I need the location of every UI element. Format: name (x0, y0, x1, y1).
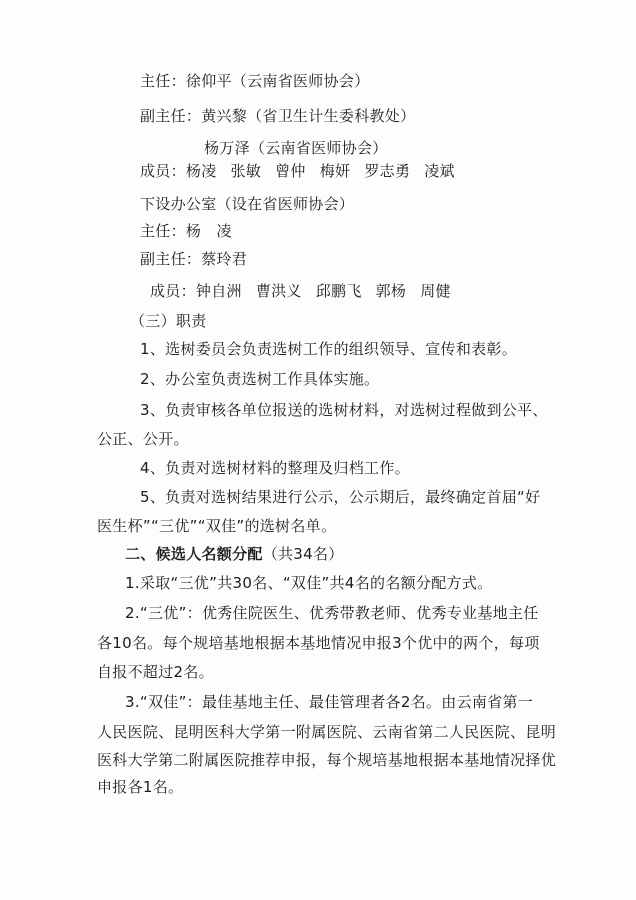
office-members (150, 281, 451, 301)
office-deputy: 副主任：蔡玲君 (140, 250, 248, 268)
committee-deputy-2: 杨万泽（云南省医师协会） (204, 139, 388, 157)
duty-item: 4、负责对选树材料的整理及归档工作。 (140, 459, 410, 477)
duty-item-cont: 公正、公开。 (97, 430, 189, 448)
section2-paragraph-3-line: 3.“双佳”：最佳基地主任、最佳管理者各2名。由云南省第一 (125, 693, 534, 711)
members-label: 成员： (150, 282, 196, 300)
committee-member: 张敏 (230, 162, 262, 180)
duty-item: 3、负责审核各单位报送的选树材料，对选树过程做到公平、 (140, 401, 548, 419)
section2-paragraph-3-line: 申报各1名。 (97, 778, 184, 796)
office-member: 邱鹏飞 (315, 282, 362, 300)
section2-paragraph-2-line: 2.“三优”：优秀住院医生、优秀带教老师、优秀专业基地主任 (125, 604, 539, 622)
duty-item: 1、选树委员会负责选树工作的组织领导、宣传和表彰。 (140, 340, 518, 358)
office-member: 周健 (420, 282, 451, 300)
committee-deputy-1: 副主任：黄兴黎（省卫生计生委科教处） (140, 107, 416, 125)
section2-heading-text: 二、候选人名额分配 (125, 545, 263, 563)
office-director: 主任：杨 凌 (140, 222, 232, 240)
section2-paragraph-3-line: 医科大学第二附属医院推荐申报，每个规培基地根据本基地情况择优 (97, 751, 557, 769)
committee-members (140, 161, 455, 181)
committee-member: 曾仲 (275, 162, 306, 180)
section2-heading-note: （共34名） (262, 545, 344, 563)
committee-member: 罗志勇 (364, 162, 411, 180)
section2-paragraph-3-line: 人民医院、昆明医科大学第一附属医院、云南省第二人民医院、昆明 (97, 723, 557, 741)
duty-item-cont: 医生杯”“三优”“双佳”的选树名单。 (97, 517, 337, 535)
office-member: 钟自洲 (195, 282, 242, 300)
section2-paragraph-2-line: 各10名。每个规培基地根据本基地情况申报3个优中的两个，每项 (97, 634, 540, 652)
office-member: 郭杨 (375, 282, 407, 300)
duty-item: 5、负责对选树结果进行公示，公示期后，最终确定首届“好 (140, 488, 541, 506)
members-label: 成员： (140, 162, 186, 180)
section2-paragraph-1: 1.采取“三优”共30名、“双佳”共4名的名额分配方式。 (125, 574, 493, 592)
committee-member: 凌斌 (424, 162, 455, 180)
section2-heading (125, 544, 344, 564)
duties-heading: （三）职责 (130, 312, 207, 330)
section2-paragraph-2-line: 自报不超过2名。 (97, 663, 214, 681)
duty-item: 2、办公室负责选树工作具体实施。 (140, 370, 380, 388)
committee-director: 主任：徐仰平（云南省医师协会） (140, 72, 370, 90)
office-member: 曹洪义 (255, 282, 302, 300)
committee-member: 杨凌 (185, 162, 217, 180)
committee-member: 梅妍 (319, 162, 351, 180)
office-title: 下设办公室（设在省医师协会） (140, 195, 355, 213)
